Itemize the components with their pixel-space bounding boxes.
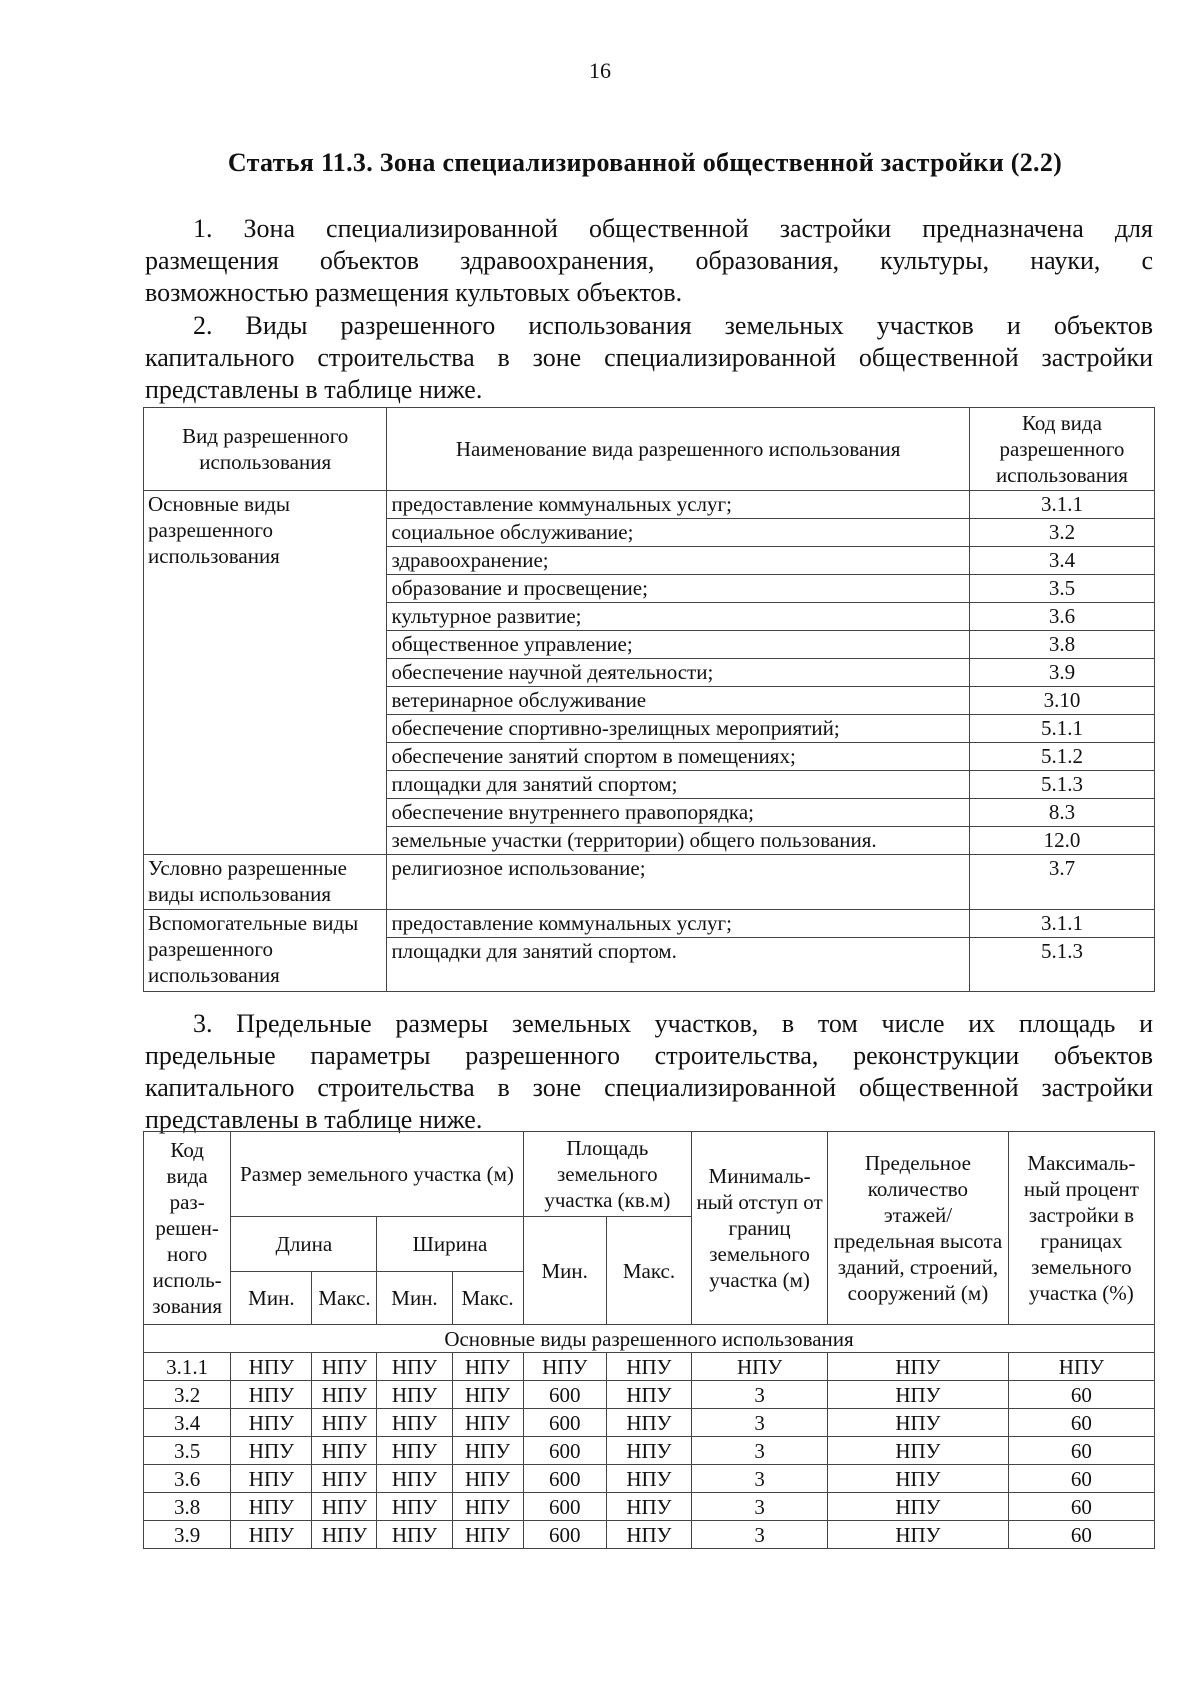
cell: НПУ xyxy=(452,1521,523,1549)
cell: 3.4 xyxy=(144,1409,231,1437)
cell: 3 xyxy=(692,1409,828,1437)
use-code: 5.1.1 xyxy=(969,715,1154,743)
cell: НПУ xyxy=(452,1353,523,1381)
table-row xyxy=(144,1437,1155,1465)
paragraph-line: капитального строительства в зоне специализированной общественной застройки xyxy=(145,343,1153,372)
table-row xyxy=(144,491,1155,519)
cell: НПУ xyxy=(828,1353,1009,1381)
use-name: обеспечение занятий спортом в помещениях; xyxy=(387,743,969,771)
paragraph-line: размещения объектов здравоохранения, образования, культуры, науки, с xyxy=(145,246,1153,275)
use-name: земельные участки (территории) общего пользования. xyxy=(387,827,969,855)
use-code: 5.1.3 xyxy=(969,938,1154,992)
cell: 3 xyxy=(692,1437,828,1465)
cell: НПУ xyxy=(377,1437,452,1465)
cell: 60 xyxy=(1008,1465,1154,1493)
cell: НПУ xyxy=(231,1493,312,1521)
header-cell: Наименование вида разрешенного использования xyxy=(387,408,969,491)
paragraph-line: предельные параметры разрешенного строительства, реконструкции объектов xyxy=(145,1041,1153,1070)
paragraph-2 xyxy=(145,310,1153,406)
cell: НПУ xyxy=(692,1353,828,1381)
cell: НПУ xyxy=(1008,1353,1154,1381)
cell: НПУ xyxy=(606,1521,691,1549)
header-area: Площадь земельного участка (кв.м) xyxy=(523,1132,691,1217)
cell: НПУ xyxy=(312,1521,377,1549)
cell: НПУ xyxy=(452,1381,523,1409)
cell: 3.9 xyxy=(144,1521,231,1549)
use-name: здравоохранение; xyxy=(387,547,969,575)
cell: НПУ xyxy=(231,1521,312,1549)
header-cell: Код вида разрешенного использования xyxy=(969,408,1154,491)
header-area-max: Макс. xyxy=(606,1217,691,1325)
paragraph-3 xyxy=(145,1008,1153,1136)
cell: НПУ xyxy=(377,1409,452,1437)
cell: 3 xyxy=(692,1381,828,1409)
use-name: культурное развитие; xyxy=(387,603,969,631)
use-name: площадки для занятий спортом; xyxy=(387,771,969,799)
use-name: религиозное использование; xyxy=(387,855,969,910)
cell: 3.2 xyxy=(144,1381,231,1409)
table-row xyxy=(144,1521,1155,1549)
article-title: Статья 11.3. Зона специализированной общественной застройки (2.2) xyxy=(227,148,1063,177)
use-code: 3.4 xyxy=(969,547,1154,575)
cell: НПУ xyxy=(312,1381,377,1409)
cell: 60 xyxy=(1008,1521,1154,1549)
paragraph-1 xyxy=(145,213,1153,309)
header-area-min: Мин. xyxy=(523,1217,606,1325)
use-code: 3.2 xyxy=(969,519,1154,547)
group-label: Вспомогательные виды разрешенного использования xyxy=(144,910,387,992)
cell: 60 xyxy=(1008,1381,1154,1409)
cell: 60 xyxy=(1008,1493,1154,1521)
use-code: 3.9 xyxy=(969,659,1154,687)
header-cell: Вид разрешенного использования xyxy=(144,408,387,491)
cell: НПУ xyxy=(523,1353,606,1381)
cell: НПУ xyxy=(312,1437,377,1465)
page-number: 16 xyxy=(589,58,611,83)
cell: 3 xyxy=(692,1521,828,1549)
cell: НПУ xyxy=(606,1353,691,1381)
table-row xyxy=(144,855,1155,910)
header-size: Размер земельного участка (м) xyxy=(231,1132,523,1217)
cell: НПУ xyxy=(606,1381,691,1409)
header-setback: Минималь- ный отступ от границ земельного участка (м) xyxy=(692,1132,828,1325)
paragraph-line: 2. Виды разрешенного использования земельных участков и объектов xyxy=(193,311,1153,340)
cell: 60 xyxy=(1008,1409,1154,1437)
cell: 60 xyxy=(1008,1437,1154,1465)
use-code: 5.1.2 xyxy=(969,743,1154,771)
cell: 3.1.1 xyxy=(144,1353,231,1381)
cell: НПУ xyxy=(312,1465,377,1493)
cell: НПУ xyxy=(828,1381,1009,1409)
section-heading: Основные виды разрешенного использования xyxy=(144,1325,1155,1353)
cell: НПУ xyxy=(828,1437,1009,1465)
cell: НПУ xyxy=(606,1465,691,1493)
cell: 3.6 xyxy=(144,1465,231,1493)
cell: НПУ xyxy=(231,1437,312,1465)
cell: НПУ xyxy=(377,1465,452,1493)
permitted-use-table xyxy=(143,407,1155,992)
paragraph-line: 1. Зона специализированной общественной застройки предназначена для xyxy=(193,214,1153,243)
use-name: предоставление коммунальных услуг; xyxy=(387,910,969,938)
table-header-row xyxy=(144,408,1155,491)
cell: 3.5 xyxy=(144,1437,231,1465)
cell: 3 xyxy=(692,1493,828,1521)
use-code: 3.10 xyxy=(969,687,1154,715)
use-code: 5.1.3 xyxy=(969,771,1154,799)
use-name: ветеринарное обслуживание xyxy=(387,687,969,715)
paragraph-line: возможностью размещения культовых объектов. xyxy=(145,278,683,307)
use-code: 3.1.1 xyxy=(969,491,1154,519)
use-code: 8.3 xyxy=(969,799,1154,827)
cell: 600 xyxy=(523,1493,606,1521)
parameters-table xyxy=(143,1131,1155,1549)
cell: НПУ xyxy=(828,1409,1009,1437)
use-code: 3.6 xyxy=(969,603,1154,631)
table-row xyxy=(144,1381,1155,1409)
paragraph-line: представлены в таблице ниже. xyxy=(145,375,483,404)
use-code: 3.1.1 xyxy=(969,910,1154,938)
cell: 600 xyxy=(523,1437,606,1465)
cell: НПУ xyxy=(606,1437,691,1465)
cell: НПУ xyxy=(231,1381,312,1409)
cell: НПУ xyxy=(377,1493,452,1521)
table-row xyxy=(144,910,1155,938)
header-width-min: Мин. xyxy=(377,1272,452,1325)
header-floors: Предельное количество этажей/ предельная высота зданий, строений, сооружений (м) xyxy=(828,1132,1009,1325)
use-name: образование и просвещение; xyxy=(387,575,969,603)
header-length-min: Мин. xyxy=(231,1272,312,1325)
cell: НПУ xyxy=(231,1409,312,1437)
use-code: 12.0 xyxy=(969,827,1154,855)
cell: НПУ xyxy=(452,1437,523,1465)
cell: НПУ xyxy=(231,1465,312,1493)
table-row xyxy=(144,1353,1155,1381)
paragraph-line: представлены в таблице ниже. xyxy=(145,1105,483,1134)
use-name: обеспечение спортивно-зрелищных мероприятий; xyxy=(387,715,969,743)
group-label: Основные виды разрешенного использования xyxy=(144,491,387,855)
table-row xyxy=(144,1465,1155,1493)
group-label: Условно разрешенные виды использования xyxy=(144,855,387,910)
use-code: 3.5 xyxy=(969,575,1154,603)
use-name: обеспечение научной деятельности; xyxy=(387,659,969,687)
header-length-max: Макс. xyxy=(312,1272,377,1325)
header-width-max: Макс. xyxy=(452,1272,523,1325)
use-code: 3.8 xyxy=(969,631,1154,659)
cell: НПУ xyxy=(377,1353,452,1381)
cell: 3 xyxy=(692,1465,828,1493)
cell: НПУ xyxy=(312,1493,377,1521)
header-length: Длина xyxy=(231,1217,377,1272)
cell: НПУ xyxy=(606,1409,691,1437)
cell: НПУ xyxy=(377,1381,452,1409)
use-name: обеспечение внутреннего правопорядка; xyxy=(387,799,969,827)
use-name: общественное управление; xyxy=(387,631,969,659)
table-row xyxy=(144,1409,1155,1437)
cell: НПУ xyxy=(312,1353,377,1381)
cell: 3.8 xyxy=(144,1493,231,1521)
cell: НПУ xyxy=(231,1353,312,1381)
paragraph-line: 3. Предельные размеры земельных участков, в том числе их площадь и xyxy=(193,1009,1153,1038)
table-row xyxy=(144,1493,1155,1521)
cell: НПУ xyxy=(312,1409,377,1437)
cell: 600 xyxy=(523,1381,606,1409)
use-name: предоставление коммунальных услуг; xyxy=(387,491,969,519)
cell: НПУ xyxy=(828,1465,1009,1493)
use-name: социальное обслуживание; xyxy=(387,519,969,547)
cell: НПУ xyxy=(828,1493,1009,1521)
cell: НПУ xyxy=(452,1465,523,1493)
cell: НПУ xyxy=(377,1521,452,1549)
cell: НПУ xyxy=(828,1521,1009,1549)
use-code: 3.7 xyxy=(969,855,1154,910)
cell: НПУ xyxy=(452,1493,523,1521)
header-width: Ширина xyxy=(377,1217,523,1272)
cell: 600 xyxy=(523,1521,606,1549)
cell: НПУ xyxy=(606,1493,691,1521)
cell: НПУ xyxy=(452,1409,523,1437)
cell: 600 xyxy=(523,1409,606,1437)
cell: 600 xyxy=(523,1465,606,1493)
use-name: площадки для занятий спортом. xyxy=(387,938,969,992)
paragraph-line: капитального строительства в зоне специализированной общественной застройки xyxy=(145,1073,1153,1102)
header-code: Код вида раз- решен- ного исполь- зования xyxy=(144,1132,231,1325)
header-percent: Максималь- ный процент застройки в границах земельного участка (%) xyxy=(1008,1132,1154,1325)
